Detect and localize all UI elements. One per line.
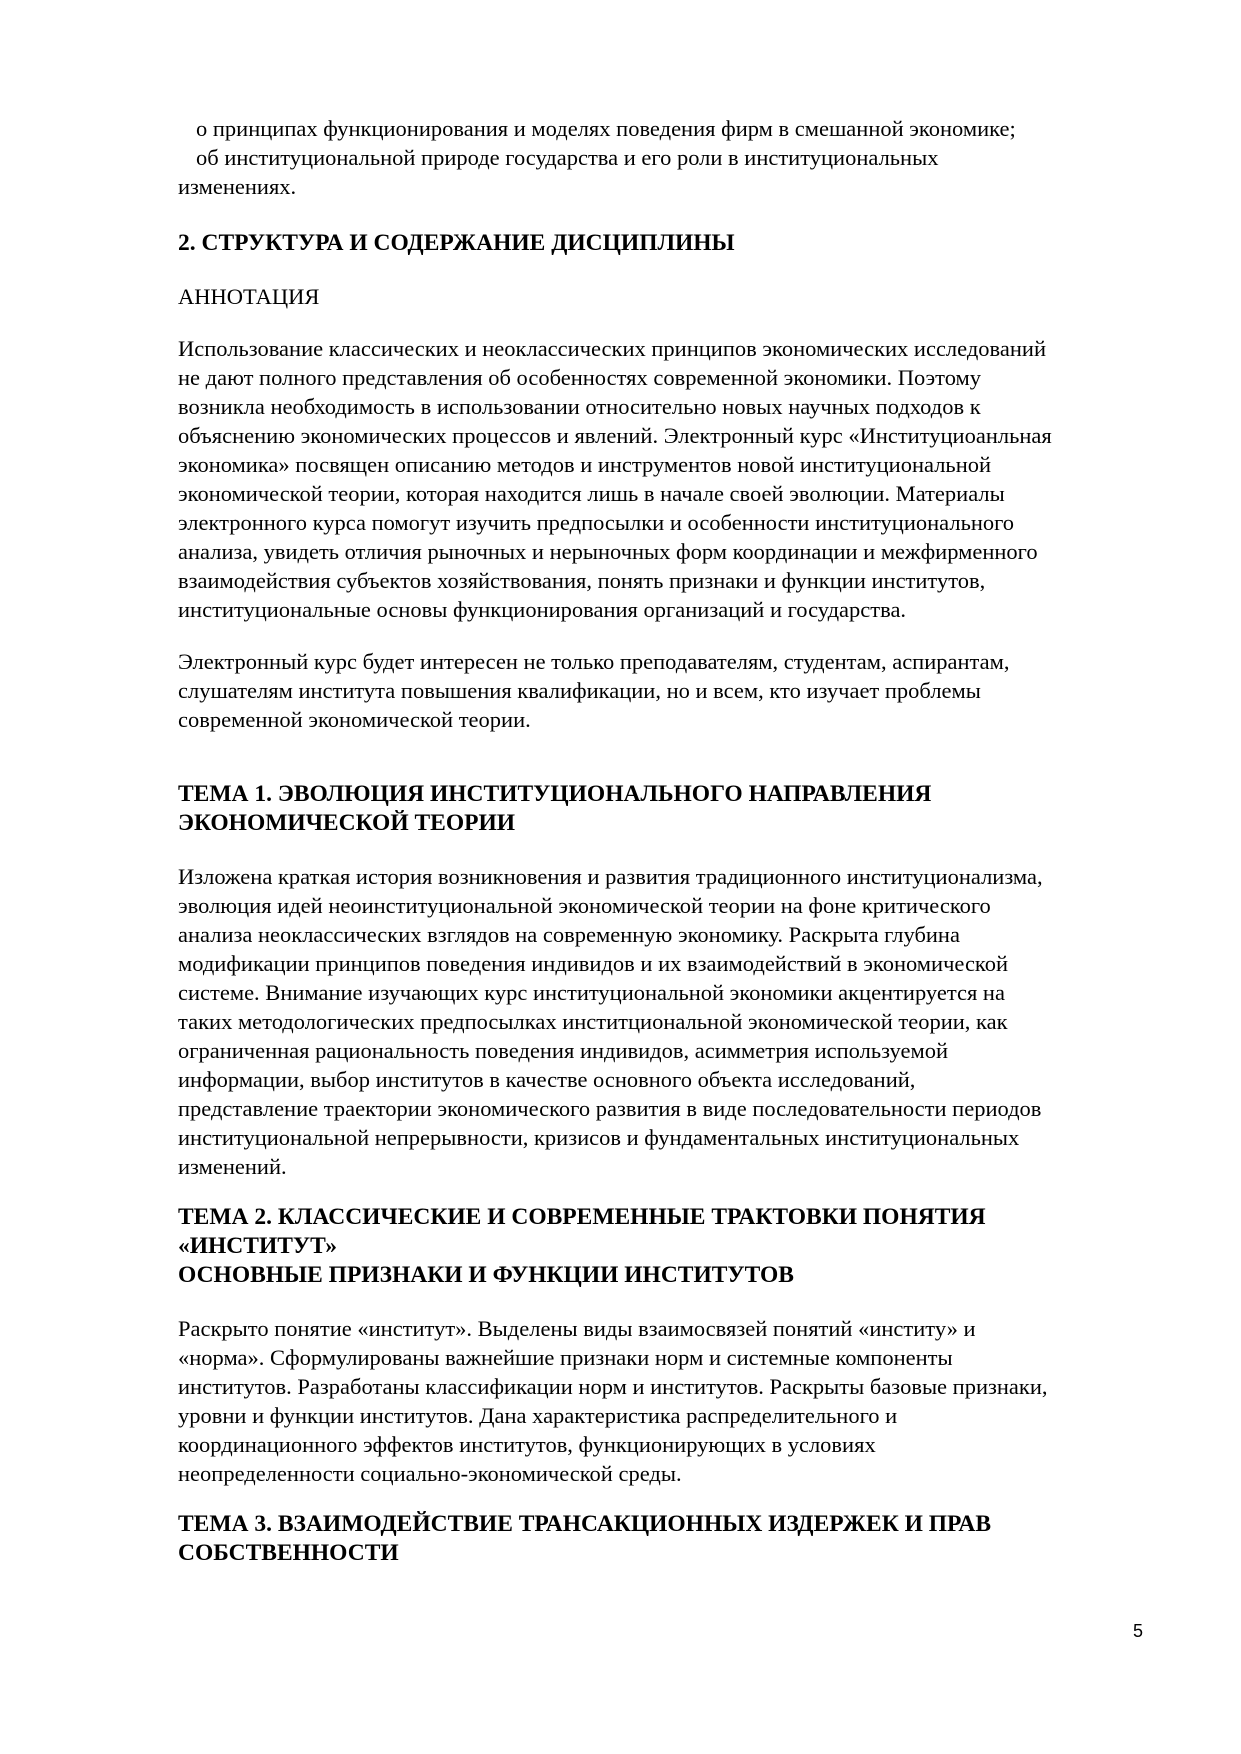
paragraph-line: анализа, увидеть отличия рыночных и нерыночных форм координации и межфирменного: [178, 539, 1038, 564]
paragraph-line: ограниченная рациональность поведения индивидов, асимметрия используемой: [178, 1038, 948, 1063]
paragraph-line: современной экономической теории.: [178, 707, 531, 732]
topic-heading: [178, 1203, 1163, 1290]
paragraph-line: представление траектории экономического развития в виде последовательности периодов: [178, 1096, 1042, 1121]
annotation-paragraph: [178, 647, 1163, 734]
paragraph-line: Использование классических и неоклассических принципов экономических исследований: [178, 336, 1046, 361]
paragraph-line: таких методологических предпосылках инститциональной экономической теории, как: [178, 1009, 1008, 1034]
paragraph-line: слушателям института повышения квалификации, но и всем, кто изучает проблемы: [178, 678, 981, 703]
paragraph-line: эволюция идей неоинституциональной экономической теории на фоне критического: [178, 893, 991, 918]
paragraph-line: институциональной непрерывности, кризисов и фундаментальных институциональных: [178, 1125, 1020, 1150]
paragraph-line: Электронный курс будет интересен не только преподавателям, студентам, аспирантам,: [178, 649, 1010, 674]
paragraph-line: изменений.: [178, 1154, 287, 1179]
topic-paragraph: [178, 862, 1163, 1181]
paragraph-line: экономической теории, которая находится лишь в начале своей эволюции. Материалы: [178, 481, 1005, 506]
intro-item: об институциональной природе государства и его роли в институциональных: [196, 145, 939, 170]
paragraph-line: модификации принципов поведения индивидов и их взаимодействий в экономической: [178, 951, 1009, 976]
topic-paragraph: [178, 1314, 1163, 1488]
paragraph-line: Раскрыто понятие «институт». Выделены виды взаимосвязей понятий «институ» и: [178, 1316, 976, 1341]
annotation-paragraph: [178, 334, 1163, 624]
annotation-label: АННОТАЦИЯ: [178, 284, 320, 309]
topic-heading-line: ОСНОВНЫЕ ПРИЗНАКИ И ФУНКЦИИ ИНСТИТУТОВ: [178, 1262, 794, 1288]
topic-heading-line: ТЕМА 1. ЭВОЛЮЦИЯ ИНСТИТУЦИОНАЛЬНОГО НАПРАВЛЕНИЯ: [178, 781, 932, 807]
paragraph-line: возникла необходимость в использовании относительно новых научных подходов к: [178, 394, 981, 419]
page-content: [178, 114, 1163, 1568]
paragraph-line: не дают полного представления об особенностях современной экономики. Поэтому: [178, 365, 982, 390]
paragraph-line: объяснению экономических процессов и явлений. Электронный курс «Институциоанльная: [178, 423, 1052, 448]
paragraph-line: институциональные основы функционирования организаций и государства.: [178, 597, 907, 622]
topic-heading-line: СОБСТВЕННОСТИ: [178, 1540, 399, 1566]
topic-heading-line: ЭКОНОМИЧЕСКОЙ ТЕОРИИ: [178, 810, 516, 836]
paragraph-line: системе. Внимание изучающих курс институциональной экономики акцентируется на: [178, 980, 1005, 1005]
paragraph-line: электронного курса помогут изучить предпосылки и особенности институционального: [178, 510, 1015, 535]
section-heading: 2. СТРУКТУРА И СОДЕРЖАНИЕ ДИСЦИПЛИНЫ: [178, 230, 735, 256]
topic-heading: [178, 1510, 1163, 1568]
paragraph-line: неопределенности социально-экономической среды.: [178, 1461, 682, 1486]
paragraph-line: уровни и функции институтов. Дана характеристика распределительного и: [178, 1403, 898, 1428]
intro-item-continuation: изменениях.: [178, 174, 297, 199]
topic-heading-line: ТЕМА 2. КЛАССИЧЕСКИЕ И СОВРЕМЕННЫЕ ТРАКТОВКИ ПОНЯТИЯ: [178, 1204, 986, 1230]
topic-heading: [178, 780, 1163, 838]
topic-heading-line: ТЕМА 3. ВЗАИМОДЕЙСТВИЕ ТРАНСАКЦИОННЫХ ИЗДЕРЖЕК И ПРАВ: [178, 1511, 992, 1537]
page-number: 5: [1133, 1621, 1144, 1641]
paragraph-line: информации, выбор институтов в качестве основного объекта исследований,: [178, 1067, 916, 1092]
topic-heading-line: «ИНСТИТУТ»: [178, 1233, 337, 1259]
paragraph-line: «норма». Сформулированы важнейшие признаки норм и системные компоненты: [178, 1345, 953, 1370]
paragraph-line: взаимодействия субъектов хозяйствования, понять признаки и функции институтов,: [178, 568, 986, 593]
intro-list: [178, 114, 1163, 201]
paragraph-line: экономика» посвящен описанию методов и инструментов новой институциональной: [178, 452, 992, 477]
paragraph-line: институтов. Разработаны классификации норм и институтов. Раскрыты базовые признаки,: [178, 1374, 1048, 1399]
paragraph-line: координационного эффектов институтов, функционирующих в условиях: [178, 1432, 876, 1457]
paragraph-line: Изложена краткая история возникновения и развития традиционного институционализма,: [178, 864, 1043, 889]
paragraph-line: анализа неоклассических взглядов на современную экономику. Раскрыта глубина: [178, 922, 960, 947]
intro-item: о принципах функционирования и моделях поведения фирм в смешанной экономике;: [196, 116, 1016, 141]
